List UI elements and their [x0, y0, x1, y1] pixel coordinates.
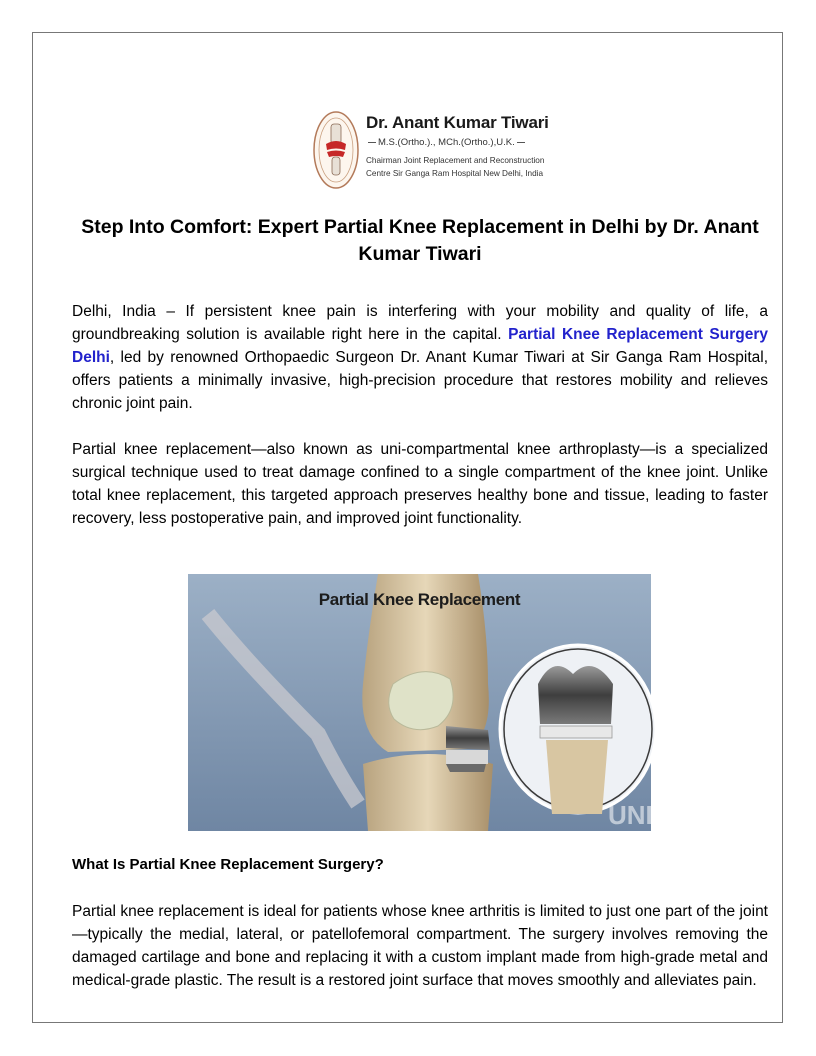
figure-caption: Partial Knee Replacement [318, 590, 521, 609]
logo-qualifications [366, 137, 527, 148]
knee-replacement-illustration [188, 574, 665, 831]
intro-paragraph [72, 300, 768, 415]
explanation-paragraph: Partial knee replacement is ideal for patients whose knee arthritis is limited to just one part of the joint—typically the medial, lateral, or patellofemoral compartment. The surgery involves removing the damaged cartilage and bone and replacing it with a custom implant made from high-grade metal and medical-grade plastic. The result is a restored joint surface that moves smoothly and alleviates pain. [72, 903, 768, 989]
knee-illustration-graphic [188, 574, 665, 831]
logo-affiliation-line-1: Chairman Joint Replacement and Reconstruction [366, 156, 545, 165]
doctor-logo [312, 110, 552, 192]
figure-watermark: UND [608, 800, 665, 830]
knee-emblem-icon [312, 110, 360, 190]
logo-doctor-name: Dr. Anant Kumar Tiwari [366, 113, 549, 132]
intro-text-start: Delhi, India – If persistent knee pain is interfering with your mobility and quality of life, a groundbreaking solution is available right here in the capital. [72, 303, 768, 343]
partial-knee-replacement-link[interactable]: Partial Knee Replacement Surgery Delhi [72, 326, 768, 366]
logo-affiliation-line-2: Centre Sir Ganga Ram Hospital New Delhi, India [366, 169, 544, 178]
intro-text-end: , led by renowned Orthopaedic Surgeon Dr. Anant Kumar Tiwari at Sir Ganga Ram Hospital, offers patients a minimally invasive, high-precision procedure that restores mobility and relieves chronic joint pain. [72, 349, 768, 412]
page-title: Step Into Comfort: Expert Partial Knee Replacement in Delhi by Dr. Anant Kumar Tiwari [81, 216, 759, 265]
logo-qualifications-text: M.S.(Ortho.)., MCh.(Ortho.),U.K. [378, 137, 515, 148]
section-heading: What Is Partial Knee Replacement Surgery? [72, 856, 384, 873]
definition-paragraph: Partial knee replacement—also known as uni-compartmental knee arthroplasty—is a specialized surgical technique used to treat damage confined to a single compartment of the knee joint. Unlike total knee replacement, this targeted approach preserves healthy bone and tissue, leading to faster recovery, less postoperative pain, and improved joint functionality. [72, 441, 768, 527]
